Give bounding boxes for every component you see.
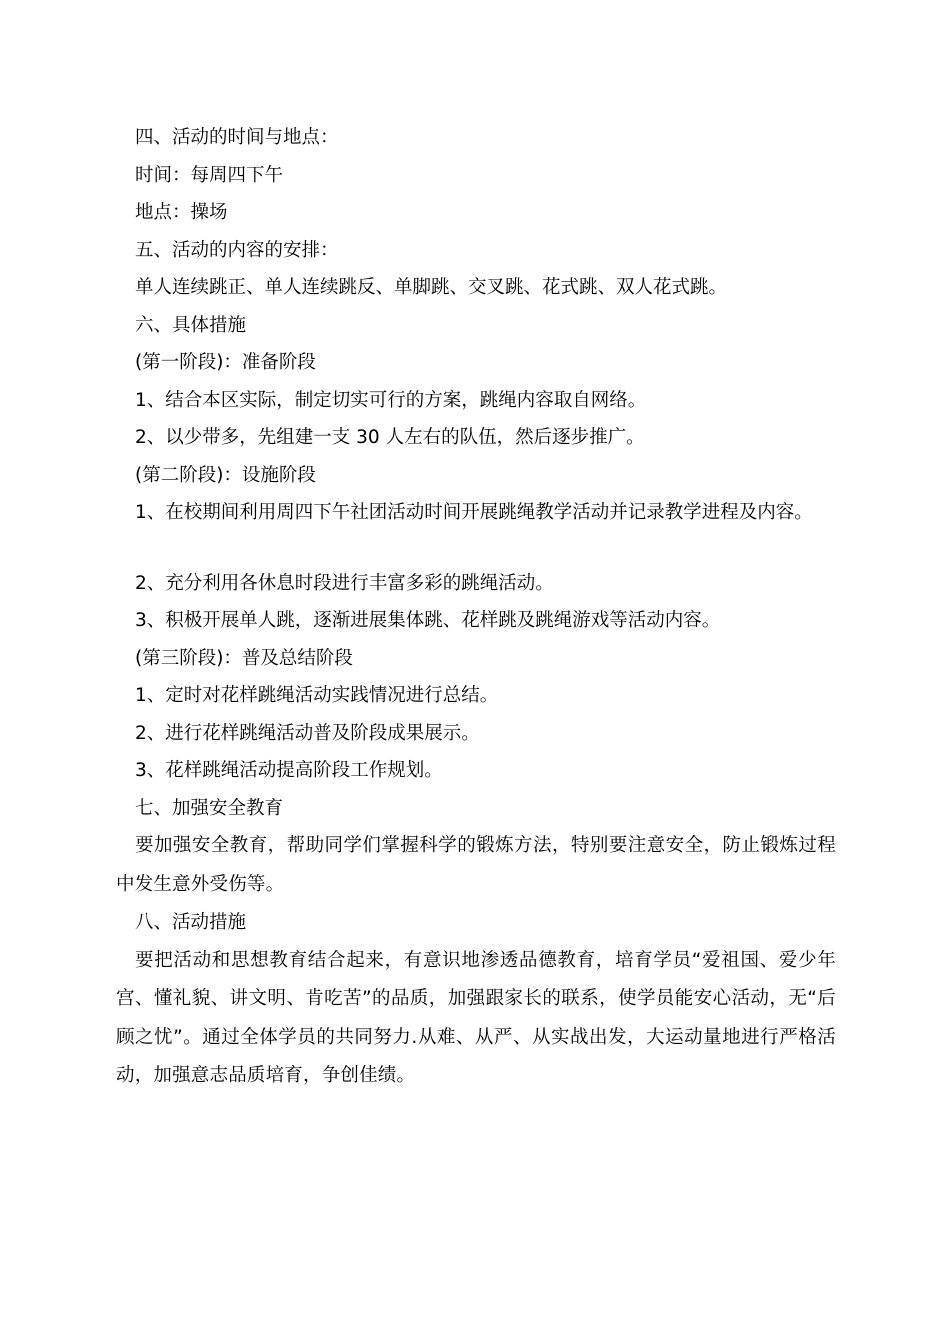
time-line: 时间：每周四下午 (135, 164, 284, 186)
place-line: 地点：操场 (135, 202, 228, 223)
content-list-line: 单人连续跳正、单人连续跳反、单脚跳、交叉跳、花式跳、双人花式跳。 (135, 277, 728, 298)
phase3-item-2: 2、进行花样跳绳活动普及阶段成果展示。 (135, 722, 480, 744)
phase2-item-2: 2、充分利用各休息时段进行丰富多彩的跳绳活动。 (135, 572, 554, 594)
phase3-item-1: 1、定时对花样跳绳活动实践情况进行总结。 (135, 685, 499, 706)
phase1-item-1: 1、结合本区实际，制定切实可行的方案，跳绳内容取自网络。 (135, 389, 647, 411)
section4-heading: 四、活动的时间与地点： (135, 127, 339, 148)
phase1-item-2: 2、以少带多，先组建一支 30 人左右的队伍，然后逐步推广。 (135, 427, 645, 448)
phase2-item-1: 1、在校期间利用周四下午社团活动时间开展跳绳教学活动并记录教学进程及内容。 (135, 502, 813, 523)
document-body (116, 119, 836, 1096)
phase2-heading: (第二阶段)：设施阶段 (135, 464, 316, 486)
section8-heading: 八、活动措施 (135, 912, 247, 933)
phase3-item-3: 3、花样跳绳活动提高阶段工作规划。 (135, 760, 443, 781)
phase2-item-3: 3、积极开展单人跳，逐渐进展集体跳、花样跳及跳绳游戏等活动内容。 (135, 610, 721, 631)
phase1-heading: (第一阶段)：准备阶段 (135, 352, 316, 373)
section6-heading: 六、具体措施 (135, 314, 247, 336)
section7-heading: 七、加强安全教育 (135, 797, 284, 819)
measures-paragraph: 要把活动和思想教育结合起来，有意识地渗透品德教育，培育学员“爱祖国、爱少年宫、懂礼貌、讲文明、肯吃苦”的品质，加强跟家长的联系，使学员能安心活动，无“后顾之忧”。通过全体学员的共同努力.从难、从严、从实战出发，大运动量地进行严格活动，加强意志品质培育，争创佳绩。 (116, 949, 836, 1086)
phase3-heading: (第三阶段)：普及总结阶段 (135, 647, 353, 669)
blank-gap (116, 532, 836, 565)
section5-heading: 五、活动的内容的安排： (135, 239, 339, 261)
safety-paragraph: 要加强安全教育，帮助同学们掌握科学的锻炼方法，特别要注意安全，防止锻炼过程中发生意外受伤等。 (116, 835, 836, 895)
